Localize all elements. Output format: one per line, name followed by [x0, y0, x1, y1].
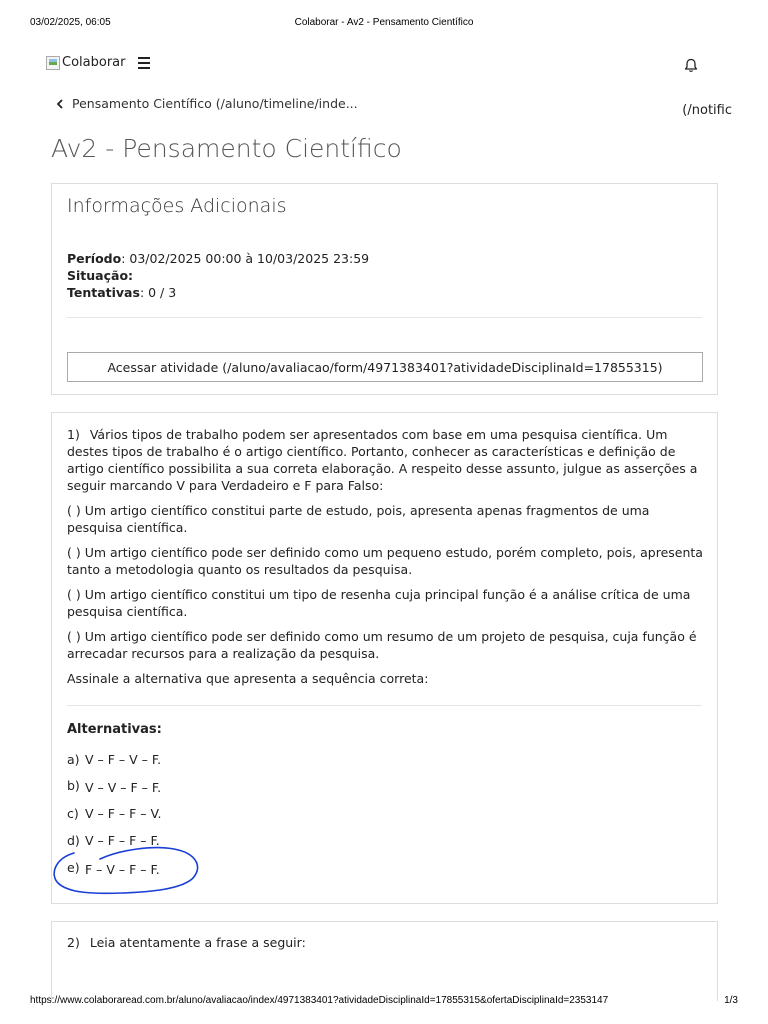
question-number: 1) — [67, 427, 80, 442]
breadcrumb-back-link[interactable] — [56, 96, 358, 111]
page-title: Av2 - Pensamento Científico — [51, 134, 402, 163]
alternative-letter: c) — [67, 806, 79, 821]
top-navbar — [46, 52, 738, 76]
logo-link[interactable] — [46, 55, 125, 70]
periodo-label: Período — [67, 251, 122, 266]
situacao-value: : — [128, 268, 134, 283]
situacao-label: Situação — [67, 268, 129, 283]
print-url: https://www.colaboraread.com.br/aluno/avaliacao/index/4971383401?atividadeDisciplinaId=17855315&ofertaDisciplinaId=2353147 — [30, 995, 609, 1006]
divider — [67, 317, 702, 318]
question-1-panel — [51, 412, 718, 904]
question-2-statement — [67, 935, 306, 950]
info-details — [67, 250, 369, 301]
alternative-a[interactable] — [67, 752, 161, 767]
print-footer — [0, 995, 768, 1009]
alternative-text: V – F – F – V. — [85, 806, 162, 821]
info-panel — [51, 183, 718, 395]
broken-image-icon — [46, 56, 60, 70]
print-datetime: 03/02/2025, 06:05 — [30, 17, 111, 28]
alternatives-colon: : — [156, 722, 162, 737]
alternative-e[interactable] — [67, 860, 160, 875]
periodo-row — [67, 250, 369, 267]
assertion-4: ( ) Um artigo científico pode ser definido como um resumo de um projeto de pesquisa, cuja função é arrecadar recursos para a realização da pesquisa. — [67, 629, 697, 661]
question-number: 2) — [67, 935, 80, 950]
tentativas-label: Tentativas — [67, 285, 140, 300]
alternative-d[interactable] — [67, 833, 160, 848]
notifications-link[interactable]: (/notific — [682, 103, 732, 118]
question-paragraph — [67, 426, 704, 494]
alternative-letter: e) — [67, 860, 80, 875]
alternatives-label: Alternativas — [67, 722, 157, 737]
situacao-row — [67, 267, 369, 284]
question-intro: Vários tipos de trabalho podem ser apresentados com base em uma pesquisa científica. Um destes tipos de trabalho é o artigo científico. Portanto, conhecer as características e definição de artigo científico possibilita a sua correta elaboração. A respeito desse assunto, julgue as asserções a seguir marcando V para Verdadeiro e F para Falso: — [67, 427, 698, 493]
assertion-2: ( ) Um artigo científico pode ser definido como um pequeno estudo, porém completo, pois, apresenta tanto a metodologia quanto os resultados da pesquisa. — [67, 545, 703, 577]
logo-alt-text: Colaborar — [62, 55, 126, 70]
tentativas-row — [67, 284, 369, 301]
alternative-c[interactable] — [67, 806, 161, 821]
assertion-3: ( ) Um artigo científico constitui um tipo de resenha cuja principal função é a análise crítica de uma pesquisa científica. — [67, 587, 691, 619]
breadcrumb-label: Pensamento Científico (/aluno/timeline/inde... — [72, 96, 358, 111]
access-activity-button[interactable]: Acessar atividade (/aluno/avaliacao/form/4971383401?atividadeDisciplinaId=17855315) — [67, 352, 703, 382]
hamburger-icon[interactable] — [138, 57, 150, 72]
alternative-text: V – F – F – F. — [85, 833, 160, 848]
assertion-1: ( ) Um artigo científico constitui parte de estudo, pois, apresenta apenas fragmentos de uma pesquisa científica. — [67, 503, 650, 535]
periodo-value: : 03/02/2025 00:00 à 10/03/2025 23:59 — [121, 251, 370, 266]
question-1-statement — [67, 426, 704, 695]
bell-icon[interactable] — [684, 58, 698, 77]
question-2-panel — [51, 921, 718, 1001]
alternative-text: F – V – F – F. — [85, 862, 160, 877]
alternative-letter: d) — [67, 833, 80, 848]
alternatives-heading — [67, 722, 162, 737]
print-page-number: 1/3 — [724, 995, 738, 1006]
chevron-left-icon — [56, 99, 64, 109]
tentativas-value: : 0 / 3 — [139, 285, 177, 300]
question-prompt: Assinale a alternativa que apresenta a sequência correta: — [67, 671, 429, 686]
print-header — [0, 17, 768, 31]
question-2-text: Leia atentamente a frase a seguir: — [89, 935, 306, 950]
print-doc-title: Colaborar - Av2 - Pensamento Científico — [294, 17, 474, 28]
info-panel-title: Informações Adicionais — [67, 195, 287, 217]
alternative-text: V – V – F – F. — [85, 780, 162, 795]
alternative-b[interactable] — [67, 778, 161, 793]
alternative-letter: b) — [67, 778, 80, 793]
alternative-text: V – F – V – F. — [85, 752, 162, 767]
divider — [67, 705, 702, 706]
alternative-letter: a) — [67, 752, 80, 767]
